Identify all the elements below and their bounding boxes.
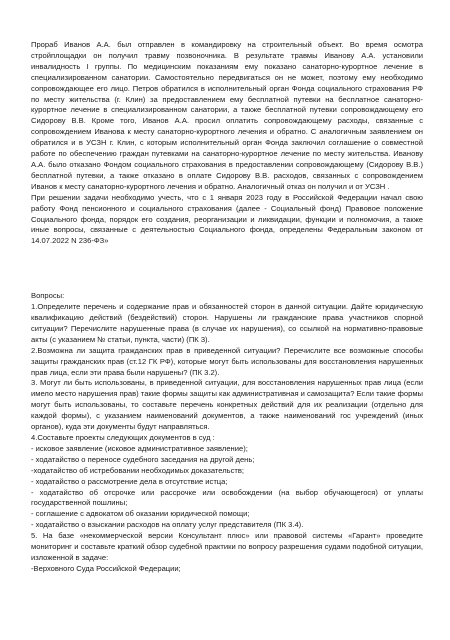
question-1: 1.Определите перечень и содержание прав и обязанностей сторон в данной ситуации. Дайте юридическую квалификацию действий (бездействий) сторон. Нарушены ли гражданские права участников спорной ситуации? Перечислите нарушенные права (в случае их нарушения), со ссылкой на нормативно-правовые акты (с указанием № статьи, пункта, части) (ПК 3). <box>31 302 423 344</box>
questions-title: Вопросы: <box>31 291 65 301</box>
question-4-item-duty: - ходатайство об отсрочке или рассрочке или освобождении (на выбор обучающегося) от уплаты государственной пошлины; <box>31 487 423 508</box>
question-4: 4.Составьте проекты следующих документов в суд : <box>31 433 215 442</box>
question-4-item-expenses: - ходатайство о взыскании расходов на оплату услуг представителя (ПК 3.4). <box>31 520 304 530</box>
document-page <box>31 40 423 575</box>
question-4-item-absence: - ходатайство о рассмотрение дела в отсутствие истца; <box>31 476 228 486</box>
question-3: 3. Могут ли быть использованы, в приведенной ситуации, для восстановления нарушенных прав лица (если имело место нарушения прав) такие формы защиты как административная и самозащита? Если такие формы могут быть использованы, то составьте перечень конкретных действий для их реализации (отдельно для каждой формы), с указанием наименований документов, а также наименований гос учреждений (иных органов), куда эти документы будут направляться. <box>31 378 424 432</box>
question-4-item-claim: - исковое заявление (исковое административное заявление); <box>31 443 248 453</box>
question-4-item-lawyer: - соглашение с адвокатом об оказании юридической помощи; <box>31 509 250 519</box>
questions-list <box>31 302 423 575</box>
question-5: 5. На базе «некоммерческой версии Консультант плюс» или правовой системы «Гарант» проведите мониторинг и составьте краткий обзор судебной практики по вопросу разрешения судами подобной ситуации, изложенной в задаче: <box>31 531 423 562</box>
case-paragraph-1: Прораб Иванов А.А. был отправлен в командировку на строительный объект. Во время осмотра стройплощадки он получил травму позвоночника. В результате травмы Иванову А.А. установили инвалидность I группы. По медицинским показаниям ему показано санаторно-курортное лечение в специализированном санатории. Самостоятельно передвигаться он не может, поэтому ему необходимо сопровождающее его лицо. Петров обратился в исполнительный орган Фонда социального страхования РФ по месту жительства (г. Клин) за предоставлением ему бесплатной путевки на бесплатное санаторно-курортное лечение в специализированном санатории, а также бесплатной путевки сопровождающему его Сидорову В.В. Кроме того, Иванов А.А. просил оплатить сопровождающему расходы, связанные с сопровождением Иванова к месту санаторно-курортного лечения и обратно. С аналогичным заявлением он обратился и в УСЗН г. Клин, с которым исполнительный орган Фонда заключил соглашение о совместной работе по обеспечению граждан путевками на санаторно-курортное лечение по месту жительства. Иванову А.А. было отказано Фондом социального страхования в предоставлении сопровождающему (Сидорову В.В.) бесплатной путевки, а также отказано в оплате Сидорову В.В. расходов, связанных с сопровождением Иванов к месту санаторно-курортного лечения и обратно. Аналогичный отказ он получил и от УСЗН . <box>31 40 423 191</box>
question-4-item-postpone: - ходатайство о переносе судебного заседания на другой день; <box>31 454 255 464</box>
question-4-item-evidence: -ходатайство об истребовании необходимых доказательств; <box>31 465 245 475</box>
question-2: 2.Возможна ли защита гражданских прав в приведенной ситуации? Перечислите все возможные способы защиты гражданских прав (ст.12 ГК РФ), которые могут быть использованы для восстановления нарушенных прав лица, если эти права были нарушены? (ПК 3.2). <box>31 345 423 377</box>
question-5-item-supreme-court: -Верховного Суда Российской Федерации; <box>31 563 181 573</box>
section-spacer <box>31 247 423 291</box>
case-paragraph-2: При решении задачи необходимо учесть, что с 1 января 2023 году в Российской Федерации начал свою работу Фонд пенсионного и социального страхования (далее - Социальный фонд) Правовое положение Социального фонда, порядок его создания, реорганизации и ликвидации, функции и полномочия, а также иные вопросы, связанные с деятельностью Социального фонда, определены Федеральным законом от 14.07.2022 N 236-ФЗ» <box>31 192 423 246</box>
